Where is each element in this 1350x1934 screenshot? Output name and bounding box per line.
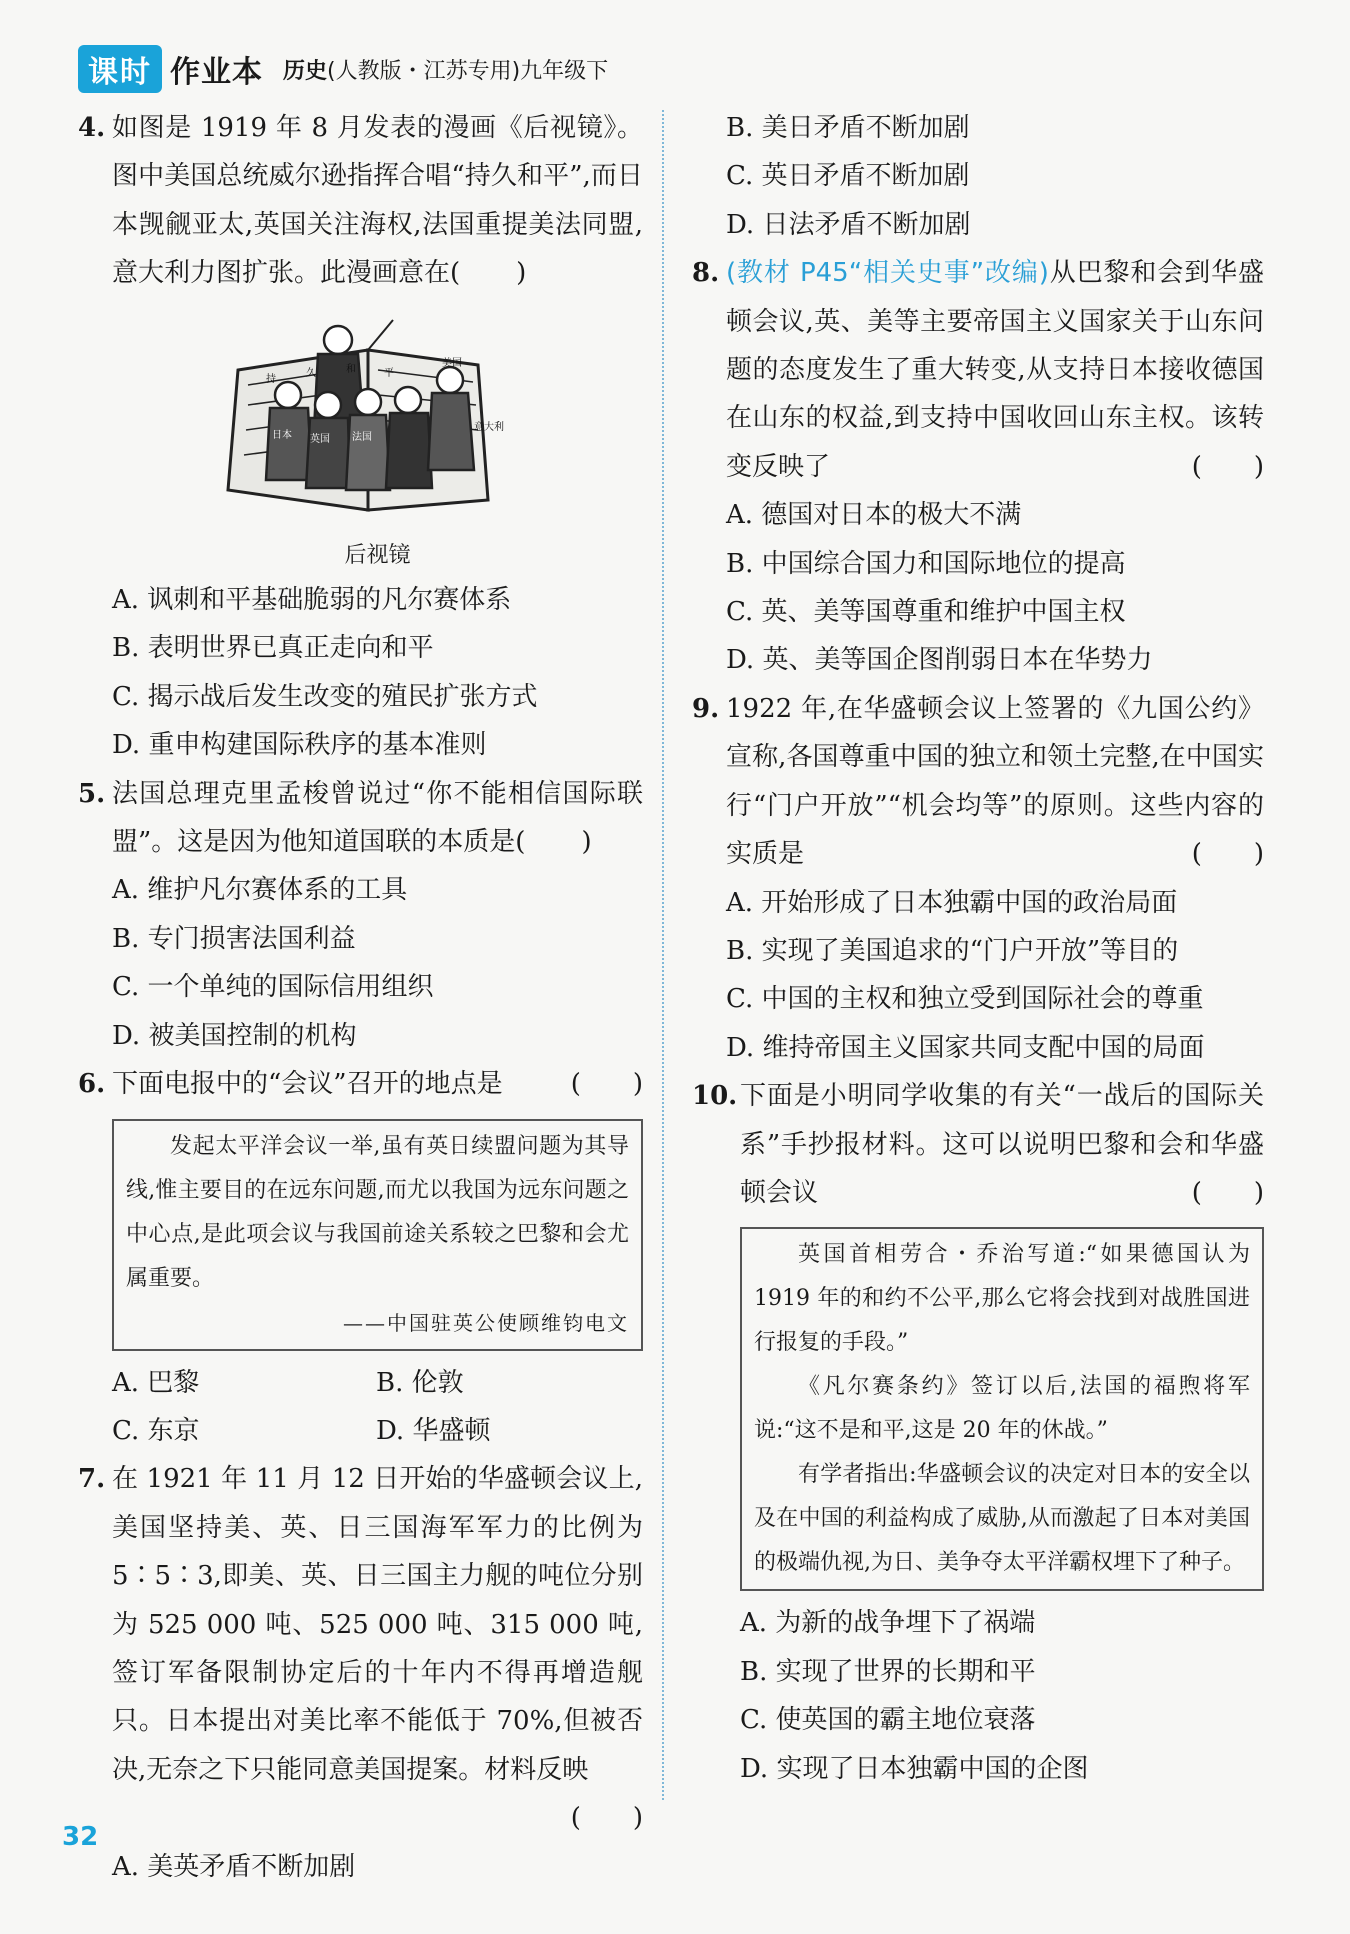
question-stem: 在 1921 年 11 月 12 日开始的华盛顿会议上,美国坚持美、英、日三国海军军力的比例为 5∶5∶3,即美、英、日三国主力舰的吨位分别为 525 000 吨、525 000 吨、315 000 吨,签订军备限制协定后的十年内不得再增造舰只。日本提出对美比率不能低于 70%,但被否决,无奈之下只能同意美国提案。材料反映 ( ) [112, 1464, 643, 1834]
cartoon-label: 意大利 [474, 421, 504, 433]
question-7 [78, 1455, 643, 1842]
subject-line [283, 54, 608, 85]
question-4 [78, 104, 643, 298]
question-stem: 1922 年,在华盛顿会议上签署的《九国公约》宣称,各国尊重中国的独立和领土完整,在中国实行“门户开放”“机会均等”的原则。这些内容的实质是 ( ) [726, 693, 1264, 870]
option: C. 英、美等国尊重和维护中国主权 [726, 597, 1126, 628]
option-row [78, 1407, 643, 1455]
option: D. 华盛顿 [376, 1415, 491, 1446]
option: A. 德国对日本的极大不满 [726, 500, 1022, 531]
cartoon-label: 法国 [352, 431, 372, 443]
option: B. 伦敦 [376, 1367, 464, 1398]
material-paragraph: 英国首相劳合・乔治写道:“如果德国认为 1919 年的和约不公平,那么它将会找到对战胜国进行报复的手段。” [754, 1242, 1250, 1356]
option: A. 开始形成了日本独霸中国的政治局面 [726, 887, 1178, 918]
option: C. 英日矛盾不断加剧 [726, 161, 970, 192]
question-stem: (教材 P45“相关史事”改编)从巴黎和会到华盛顿会议,英、美等主要帝国主义国家关于山东问题的态度发生了重大转变,从支持日本接收德国在山东的权益,到支持中国收回山东主权。该转变反映了 ( ) [726, 258, 1264, 482]
question-6 [78, 1060, 643, 1108]
option: A. 为新的战争埋下了祸端 [740, 1608, 1036, 1639]
question-10 [692, 1072, 1264, 1217]
option: C. 揭示战后发生改变的殖民扩张方式 [112, 681, 538, 712]
option: A. 维护凡尔赛体系的工具 [112, 875, 408, 906]
question-9 [692, 685, 1264, 879]
option: D. 维持帝国主义国家共同支配中国的局面 [726, 1032, 1205, 1063]
material-paragraph: 有学者指出:华盛顿会议的决定对日本的安全以及在中国的利益构成了威胁,从而激起了日本对美国的极端仇视,为日、美争夺太平洋霸权埋下了种子。 [754, 1462, 1250, 1576]
option: B. 实现了美国追求的“门户开放”等目的 [726, 935, 1179, 966]
question-stem: 下面电报中的“会议”召开的地点是 ( ) [112, 1069, 643, 1100]
option: C. 一个单纯的国际信用组织 [112, 972, 434, 1003]
question-8 [692, 249, 1264, 491]
cartoon-label: 久 [306, 367, 316, 379]
question-stem: 如图是 1919 年 8 月发表的漫画《后视镜》。图中美国总统威尔逊指挥合唱“持久和平”,而日本觊觎亚太,英国关注海权,法国重提美法同盟,意大利力图扩张。此漫画意在( ) [112, 113, 643, 289]
question-number: 7. [78, 1464, 106, 1495]
option: C. 中国的主权和独立受到国际社会的尊重 [726, 984, 1204, 1015]
left-column [78, 104, 643, 1891]
quote-text: 发起太平洋会议一举,虽有英日续盟问题为其导线,惟主要目的在远东问题,而尤以我国为远东问题之中心点,是此项会议与我国前途关系较之巴黎和会尤属重要。 [126, 1133, 629, 1291]
question-number: 10. [692, 1081, 738, 1112]
cartoon-rearview-mirror [218, 310, 518, 520]
question-stem: 法国总理克里孟梭曾说过“你不能相信国际联盟”。这是因为他知道国联的本质是( ) [112, 778, 643, 858]
option-row [78, 1359, 643, 1407]
quote-attribution: ——中国驻英公使顾维钧电文 [343, 1310, 629, 1335]
option: B. 中国综合国力和国际地位的提高 [726, 548, 1126, 579]
option: C. 东京 [112, 1415, 200, 1446]
question-stem: 下面是小明同学收集的有关“一战后的国际关系”手抄报材料。这可以说明巴黎和会和华盛顿会议 ( ) [740, 1081, 1264, 1208]
page-header [78, 44, 1278, 94]
option: D. 英、美等国企图削弱日本在华势力 [726, 645, 1153, 676]
subject-name: 历史 [283, 58, 328, 84]
question-number: 9. [692, 693, 720, 724]
option: D. 日法矛盾不断加剧 [726, 209, 971, 240]
option: D. 实现了日本独霸中国的企图 [740, 1753, 1089, 1784]
textbook-source-tag: (教材 P45“相关史事”改编) [726, 258, 1049, 289]
question-number: 8. [692, 258, 720, 289]
question-number: 5. [78, 778, 106, 809]
cartoon-label: 平 [384, 367, 394, 379]
option: C. 使英国的霸主地位衰落 [740, 1705, 1036, 1736]
logo-main: 课时 [78, 45, 162, 93]
option: A. 讽刺和平基础脆弱的凡尔赛体系 [112, 585, 512, 616]
cartoon-label: 和 [346, 363, 356, 375]
telegram-quote-box [112, 1119, 643, 1351]
option: B. 实现了世界的长期和平 [740, 1656, 1036, 1687]
question-5 [78, 770, 643, 867]
right-column [692, 104, 1264, 1793]
page-number: 32 [62, 1822, 99, 1852]
cartoon-caption: 后视镜 [344, 543, 411, 569]
cartoon-label: 英国 [310, 433, 330, 445]
edition: (人教版・江苏专用)九年级下 [327, 58, 609, 84]
option: A. 巴黎 [112, 1367, 200, 1398]
cartoon-label: 持 [266, 373, 276, 385]
option: B. 专门损害法国利益 [112, 923, 356, 954]
newspaper-material-box [740, 1227, 1264, 1591]
option: A. 美英矛盾不断加剧 [112, 1851, 356, 1882]
option: B. 美日矛盾不断加剧 [726, 113, 970, 143]
workbook-logo [78, 45, 263, 93]
option: D. 被美国控制的机构 [112, 1020, 357, 1051]
cartoon-label: 美国 [442, 357, 462, 369]
option: D. 重申构建国际秩序的基本准则 [112, 730, 487, 761]
logo-sub: 作业本 [170, 55, 263, 90]
option: B. 表明世界已真正走向和平 [112, 633, 434, 664]
question-number: 6. [78, 1069, 106, 1100]
question-number: 4. [78, 113, 106, 143]
cartoon-label: 日本 [272, 429, 292, 441]
column-divider [662, 110, 664, 1800]
material-paragraph: 《凡尔赛条约》签订以后,法国的福煦将军说:“这不是和平,这是 20 年的休战。” [754, 1374, 1250, 1444]
